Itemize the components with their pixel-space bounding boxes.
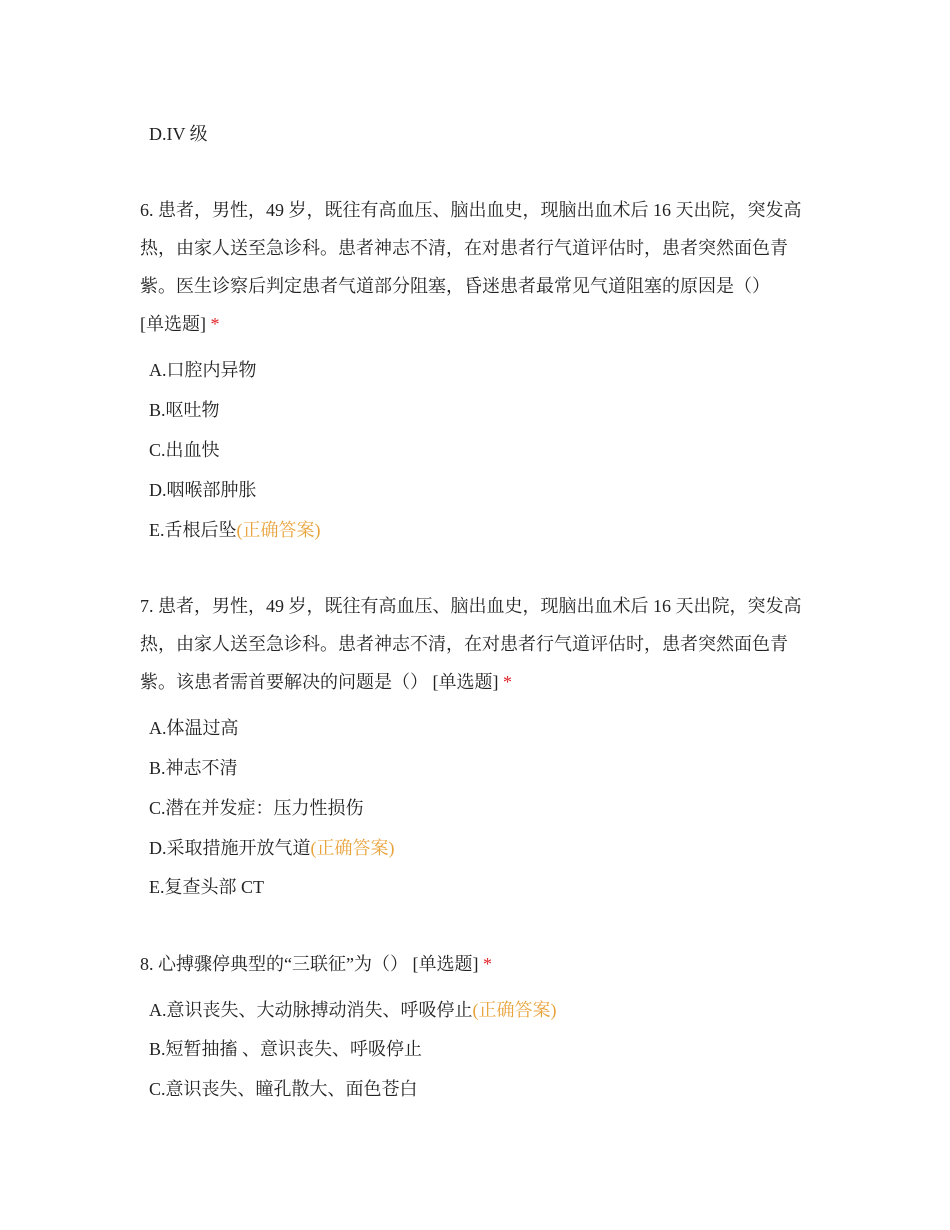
q7-required-mark: * xyxy=(503,672,512,692)
q6-option-d[interactable]: D.咽喉部肿胀 xyxy=(149,480,257,500)
q6-stem xyxy=(140,191,820,343)
q6-correct-answer-tag: (正确答案) xyxy=(236,520,321,540)
q7-stem xyxy=(140,587,820,701)
q8-stem xyxy=(140,945,820,983)
q7-option-c[interactable]: C.潜在并发症：压力性损伤 xyxy=(149,798,364,818)
q8-required-mark: * xyxy=(482,954,492,974)
q6-option-a[interactable]: A.口腔内异物 xyxy=(149,360,257,380)
q8-number: 8. xyxy=(140,954,154,974)
q7-option-e[interactable]: E.复查头部 CT xyxy=(149,877,264,897)
q6-option-b[interactable]: B.呕吐物 xyxy=(149,400,220,420)
q7-option-a[interactable]: A.体温过高 xyxy=(149,718,239,738)
q7-text: 患者，男性，49 岁，既往有高血压、脑出血史，现脑出血术后 16 天出院，突发高热，由家人送至急诊科。患者神志不清，在对患者行气道评估时，患者突然面色青紫。该患者需首要解决的问题是（） xyxy=(140,596,802,692)
q6-type-tag: [单选题] xyxy=(140,314,206,334)
q8-text: 心搏骤停典型的“三联征”为（） xyxy=(158,954,408,974)
q8-option-b[interactable]: B.短暂抽搐 、意识丧失、呼吸停止 xyxy=(149,1039,423,1059)
q6-option-c[interactable]: C.出血快 xyxy=(149,440,220,460)
q5-option-d[interactable]: D.IV 级 xyxy=(149,124,208,144)
q7-option-b[interactable]: B.神志不清 xyxy=(149,758,238,778)
q6-number: 6. xyxy=(140,200,154,220)
q6-required-mark: * xyxy=(210,314,220,334)
q7-option-d[interactable]: D.采取措施开放气道(正确答案) xyxy=(149,838,395,858)
q8-option-c[interactable]: C.意识丧失、瞳孔散大、面色苍白 xyxy=(149,1079,418,1099)
q7-type-tag: [单选题] xyxy=(432,672,499,692)
q6-option-e[interactable]: E.舌根后坠(正确答案) xyxy=(149,520,321,540)
q8-correct-answer-tag: (正确答案) xyxy=(472,1000,557,1020)
q8-type-tag: [单选题] xyxy=(412,954,479,974)
q7-number: 7. xyxy=(140,596,154,616)
q6-text: 患者，男性，49 岁，既往有高血压、脑出血史，现脑出血术后 16 天出院，突发高热，由家人送至急诊科。患者神志不清，在对患者行气道评估时，患者突然面色青紫。医生诊察后判定患者气道部分阻塞，昏迷患者最常见气道阻塞的原因是（） xyxy=(140,200,802,296)
q7-correct-answer-tag: (正确答案) xyxy=(310,838,395,858)
q8-option-a[interactable]: A.意识丧失、大动脉搏动消失、呼吸停止(正确答案) xyxy=(149,1000,557,1020)
